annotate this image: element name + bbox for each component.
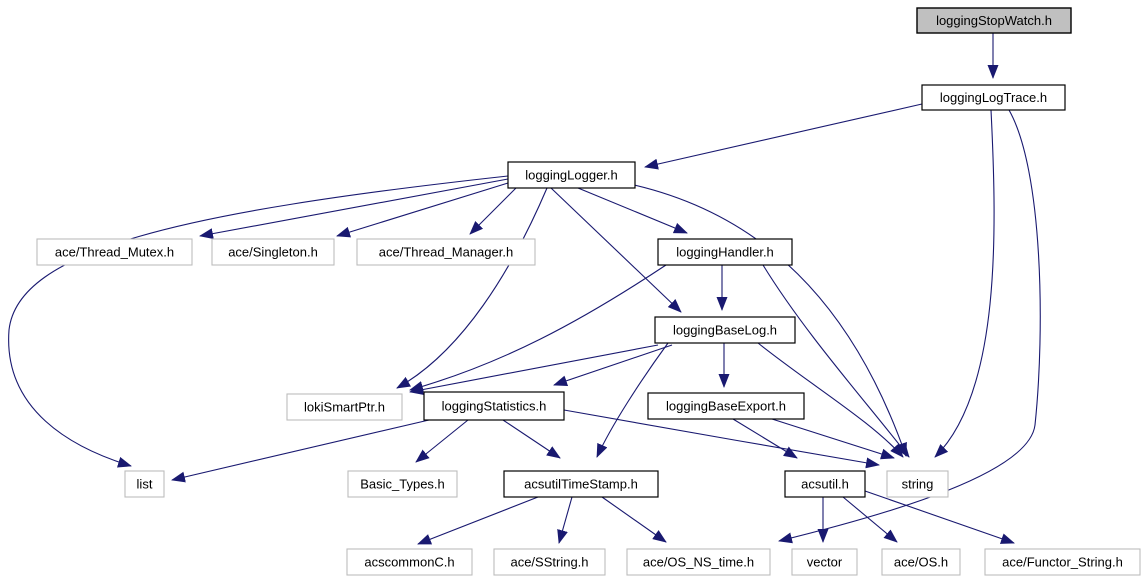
- graph-node-label-mutex: ace/Thread_Mutex.h: [54, 244, 175, 260]
- edge-handler-string: [763, 265, 909, 457]
- edge-logger-mutex: [200, 179, 508, 236]
- graph-node-handler[interactable]: [658, 239, 792, 265]
- graph-node-label-timestamp: acsutilTimeStamp.h: [524, 476, 638, 492]
- graph-node-label-list: list: [136, 476, 153, 492]
- graph-node-stats[interactable]: [424, 392, 564, 420]
- edge-acsutil-functor: [865, 491, 1014, 543]
- graph-node-label-logger: loggingLogger.h: [525, 167, 618, 183]
- node-layer: [37, 8, 1140, 575]
- graph-node-timestamp[interactable]: [504, 471, 658, 497]
- graph-node-manager: [357, 239, 535, 265]
- graph-node-vector: [792, 549, 857, 575]
- graph-node-label-basictypes: Basic_Types.h: [360, 476, 445, 492]
- graph-node-functor: [985, 549, 1140, 575]
- graph-node-label-stats: loggingStatistics.h: [441, 398, 547, 414]
- graph-node-mutex: [37, 239, 192, 265]
- edge-handler-loki: [410, 265, 666, 390]
- edge-logger-handler: [578, 188, 687, 233]
- edge-timestamp-sstring: [559, 497, 572, 543]
- graph-node-label-osnstime: ace/OS_NS_time.h: [642, 554, 755, 570]
- graph-node-stopwatch[interactable]: [917, 8, 1071, 33]
- edge-logger-manager: [470, 188, 516, 234]
- edge-timestamp-acscommon: [418, 497, 538, 544]
- graph-node-label-baselog: loggingBaseLog.h: [672, 322, 778, 338]
- graph-node-os: [882, 549, 960, 575]
- graph-node-label-vector: vector: [806, 554, 843, 570]
- edge-logger-loki: [397, 188, 547, 388]
- graph-node-label-functor: ace/Functor_String.h: [1002, 554, 1123, 570]
- graph-node-label-acscommon: acscommonC.h: [364, 554, 455, 570]
- graph-node-basictypes: [348, 471, 457, 497]
- graph-node-baseexport[interactable]: [648, 393, 804, 419]
- edge-baseexport-string: [772, 419, 894, 458]
- graph-node-logger[interactable]: [508, 162, 635, 188]
- edge-logger-list: [9, 176, 508, 466]
- graph-node-logtrace[interactable]: [922, 85, 1065, 110]
- graph-node-label-acsutil: acsutil.h: [801, 476, 849, 492]
- edge-stats-timestamp: [503, 420, 560, 458]
- graph-node-label-manager: ace/Thread_Manager.h: [378, 244, 514, 260]
- graph-node-label-logtrace: loggingLogTrace.h: [939, 90, 1048, 105]
- graph-node-label-handler: loggingHandler.h: [676, 244, 774, 260]
- edge-logtrace-logger: [645, 104, 922, 167]
- edge-baselog-loki: [410, 345, 658, 392]
- graph-node-acscommon: [347, 549, 472, 575]
- graph-node-string: [887, 471, 948, 497]
- edge-layer: [9, 33, 1041, 544]
- edge-baselog-stats: [554, 345, 672, 385]
- graph-node-loki: [287, 394, 402, 420]
- edge-acsutil-os: [843, 497, 897, 542]
- edge-logtrace-string: [935, 110, 994, 457]
- edge-timestamp-osnstime: [602, 497, 666, 542]
- graph-node-label-string: string: [901, 476, 934, 492]
- edge-stats-basictypes: [416, 420, 468, 462]
- edge-baseexport-acsutil: [733, 419, 797, 458]
- graph-node-label-os: ace/OS.h: [893, 554, 949, 570]
- graph-node-list: [125, 471, 164, 497]
- graph-node-singleton: [212, 239, 334, 265]
- graph-node-label-sstring: ace/SString.h: [510, 554, 589, 570]
- graph-node-osnstime: [627, 549, 770, 575]
- graph-node-acsutil[interactable]: [785, 471, 865, 497]
- graph-node-label-loki: lokiSmartPtr.h: [304, 399, 385, 415]
- graph-node-sstring: [494, 549, 605, 575]
- graph-node-baselog[interactable]: [655, 317, 795, 343]
- graph-node-label-singleton: ace/Singleton.h: [228, 244, 318, 260]
- graph-node-label-baseexport: loggingBaseExport.h: [666, 398, 786, 414]
- edge-logger-singleton: [337, 183, 508, 236]
- graph-node-label-stopwatch: loggingStopWatch.h: [936, 13, 1052, 28]
